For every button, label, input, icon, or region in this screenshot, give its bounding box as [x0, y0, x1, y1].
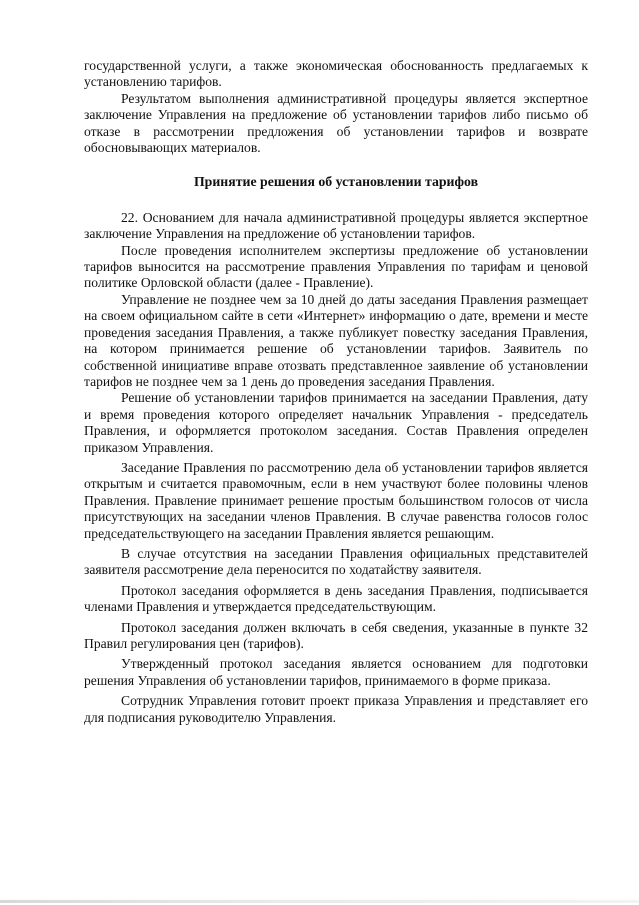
paragraph-meeting-quorum: Заседание Правления по рассмотрению дела об установлении тарифов является открытым и считается правомочным, если в нем участвуют более половины членов Правления. Правление принимает решение простым большинством голосов от числа присутствующих на заседании членов Правления. В случае равенства голосов голос председательствующего на заседании Правления является решающим.: [84, 459, 588, 541]
scan-bottom-edge: [0, 900, 639, 903]
paragraph-approved-protocol: Утвержденный протокол заседания является основанием для подготовки решения Управления об установлении тарифов, принимаемого в форме приказа.: [84, 656, 588, 688]
document-page: [84, 58, 588, 726]
intro-paragraph-continued: государственной услуги, а также экономическая обоснованность предлагаемых к установлению тарифов.: [84, 58, 588, 90]
paragraph-decision-making: Решение об установлении тарифов принимается на заседании Правления, дату и время проведения которого определяет начальник Управления - председатель Правления, и оформляется протоколом заседания. Состав Правления определен приказом Управления.: [84, 390, 588, 455]
paragraph-meeting-notice: Управление не позднее чем за 10 дней до даты заседания Правления размещает на своем официальном сайте в сети «Интернет» информацию о дате, времени и месте проведения заседания Правления, а также публикует повестку заседания Правления, на котором принимается решение об установлении тарифов. Заявитель по собственной инициативе вправе отозвать представленное заявление об установлении тарифов не позднее чем за 1 день до проведения заседания Правления.: [84, 291, 588, 389]
intro-paragraph-result: Результатом выполнения административной процедуры является экспертное заключение Управления на предложение об установлении тарифов либо письмо об отказе в рассмотрении предложения об установлении тарифов и возврате обосновывающих материалов.: [84, 90, 588, 156]
paragraph-protocol-contents: Протокол заседания должен включать в себя сведения, указанные в пункте 32 Правил регулирования цен (тарифов).: [84, 619, 588, 651]
paragraph-protocol-signing: Протокол заседания оформляется в день заседания Правления, подписывается членами Правления и утверждается председательствующим.: [84, 582, 588, 615]
paragraph-order-preparation: Сотрудник Управления готовит проект приказа Управления и представляет его для подписания руководителю Управления.: [84, 693, 588, 725]
paragraph-absence-postponement: В случае отсутствия на заседании Правления официальных представителей заявителя рассмотрение дела переносится по ходатайству заявителя.: [84, 545, 588, 578]
paragraph-submission-to-board: После проведения исполнителем экспертизы предложение об установлении тарифов выносится на рассмотрение правления Управления по тарифам и ценовой политике Орловской области (далее - Правление).: [84, 242, 588, 291]
section-heading: Принятие решения об установлении тарифов: [193, 174, 479, 190]
paragraph-22-basis: 22. Основанием для начала административной процедуры является экспертное заключение Управления на предложение об установлении тарифов.: [84, 209, 588, 242]
